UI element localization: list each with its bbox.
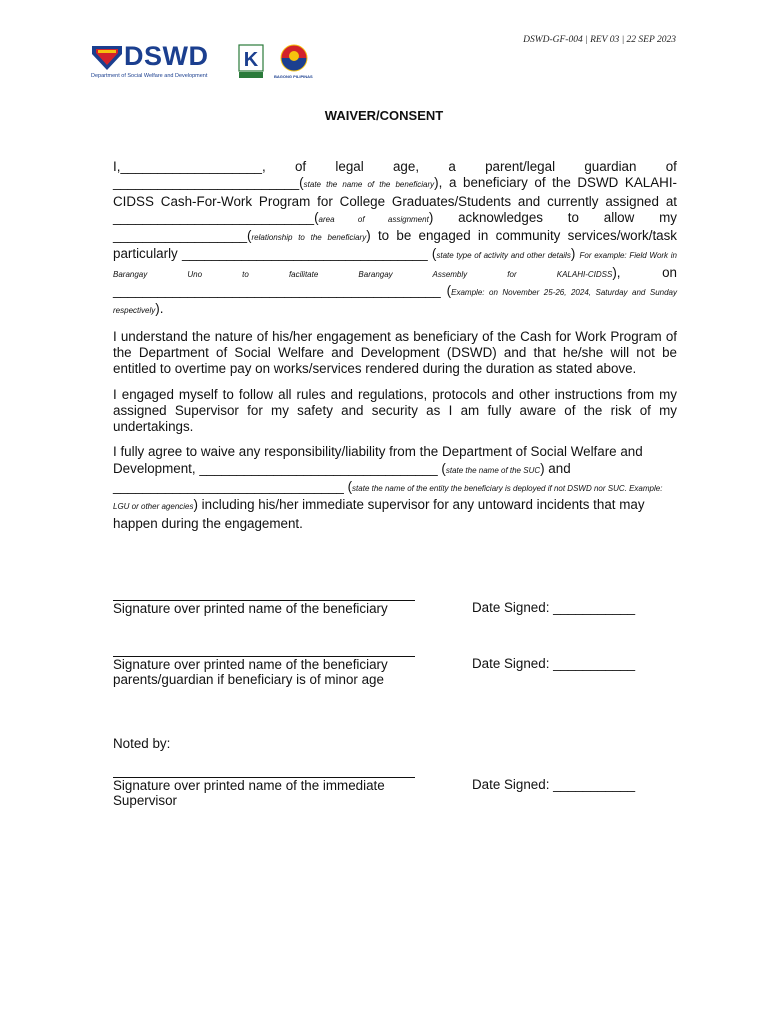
p1-text: ) xyxy=(570,246,580,262)
kalahi-cidss-logo-icon xyxy=(238,44,264,80)
paragraph2: I understand the nature of his/her engagement as beneficiary of the Cash for Work Program of the Department of Social Welfare and Development (DSWD) and that he/she will not be entitled to overtime pay on works/services rendered during the duration as stated above. xyxy=(113,328,677,377)
bagong-pilipinas-emblem-icon xyxy=(274,43,314,75)
note-area: area of assignment xyxy=(318,214,429,224)
bagong-pilipinas-logo xyxy=(274,43,314,80)
note-example-date: Example: on November 25-26, 2024, Saturday and Sunday respectively xyxy=(113,288,677,316)
p1-text: ), a beneficiary of the DSWD KALAHI-CIDSS Cash-For-Work Program for College Graduates/Students and currently assigned at ___________________________( xyxy=(113,175,677,225)
note-task: state type of activity and other details xyxy=(436,251,571,261)
p1-word: I,___________________, xyxy=(113,159,266,174)
note-beneficiary: state the name of the beneficiary xyxy=(303,180,435,190)
dswd-emblem-icon xyxy=(90,44,124,72)
p1-text: ) acknowledges to allow my __________________( xyxy=(113,209,677,244)
signature-label: Signature over printed name of the immediate Supervisor xyxy=(113,778,385,808)
dswd-logo-subtitle: Department of Social Welfare and Development xyxy=(91,73,208,79)
signature-label: Signature over printed name of the beneficiary xyxy=(113,601,388,616)
paragraph3: I engaged myself to follow all rules and regulations, protocols and other instructions from my assigned Supervisor for my safety and security as I am fully aware of the risk of my undertakings. xyxy=(113,386,677,435)
p1-word: of xyxy=(665,159,677,174)
svg-text:K: K xyxy=(243,49,259,71)
p1-word: of xyxy=(294,159,307,174)
form-code: DSWD-GF-004 | REV 03 | 22 SEP 2023 xyxy=(523,35,676,45)
p4-text: ) including his/her immediate supervisor for any untoward incidents that may happen during the engagement. xyxy=(113,497,645,531)
paragraph1-first-line xyxy=(113,159,677,175)
p1-word: legal xyxy=(335,159,364,174)
paragraph4 xyxy=(113,444,677,531)
p1-word: age, xyxy=(392,159,420,174)
sig-left xyxy=(113,656,443,687)
p4-text: I fully agree to waive any responsibility/liability from the Department of Social Welfare and Development, ________________________________ ( xyxy=(113,444,643,476)
paragraph1 xyxy=(113,175,677,319)
note-example-task: For example: Field Work in Barangay Uno to facilitate Barangay Assembly for KALAHI-CIDSS xyxy=(113,251,677,279)
p1-text: ), on ____________________________________________ ( xyxy=(113,264,678,299)
note-entity: state the name of the entity the beneficiary is deployed if not DSWD nor SUC. Example: LGU or other agencies xyxy=(113,484,663,512)
note-relationship: relationship to the beneficiary xyxy=(251,233,367,243)
date-signed[interactable]: Date Signed: ___________ xyxy=(472,600,636,615)
p1-text: ) to be engaged in community services/work/task particularly _________________________________ ( xyxy=(113,228,678,262)
sig-left xyxy=(113,777,443,808)
p1-word: guardian xyxy=(584,159,637,174)
p1-word: a xyxy=(448,159,456,174)
noted-by-label: Noted by: xyxy=(113,736,171,751)
date-signed[interactable]: Date Signed: ___________ xyxy=(472,656,636,671)
signature-label: Signature over printed name of the beneficiary parents/guardian if beneficiary is of minor age xyxy=(113,657,388,687)
date-signed[interactable]: Date Signed: ___________ xyxy=(472,777,636,792)
p1-word: parent/legal xyxy=(485,159,556,174)
p1-text: ). xyxy=(155,301,164,317)
sig-left xyxy=(113,600,443,617)
note-suc: state the name of the SUC xyxy=(445,465,541,475)
blank-beneficiary: _________________________( xyxy=(113,175,304,191)
document-body xyxy=(113,159,677,541)
p4-text: ) and _______________________________ ( xyxy=(113,460,571,495)
document-title: WAIVER/CONSENT xyxy=(324,108,444,123)
bagong-pilipinas-caption: BAGONG PILIPINAS xyxy=(274,74,313,79)
dswd-logo-text: DSWD xyxy=(124,41,209,71)
